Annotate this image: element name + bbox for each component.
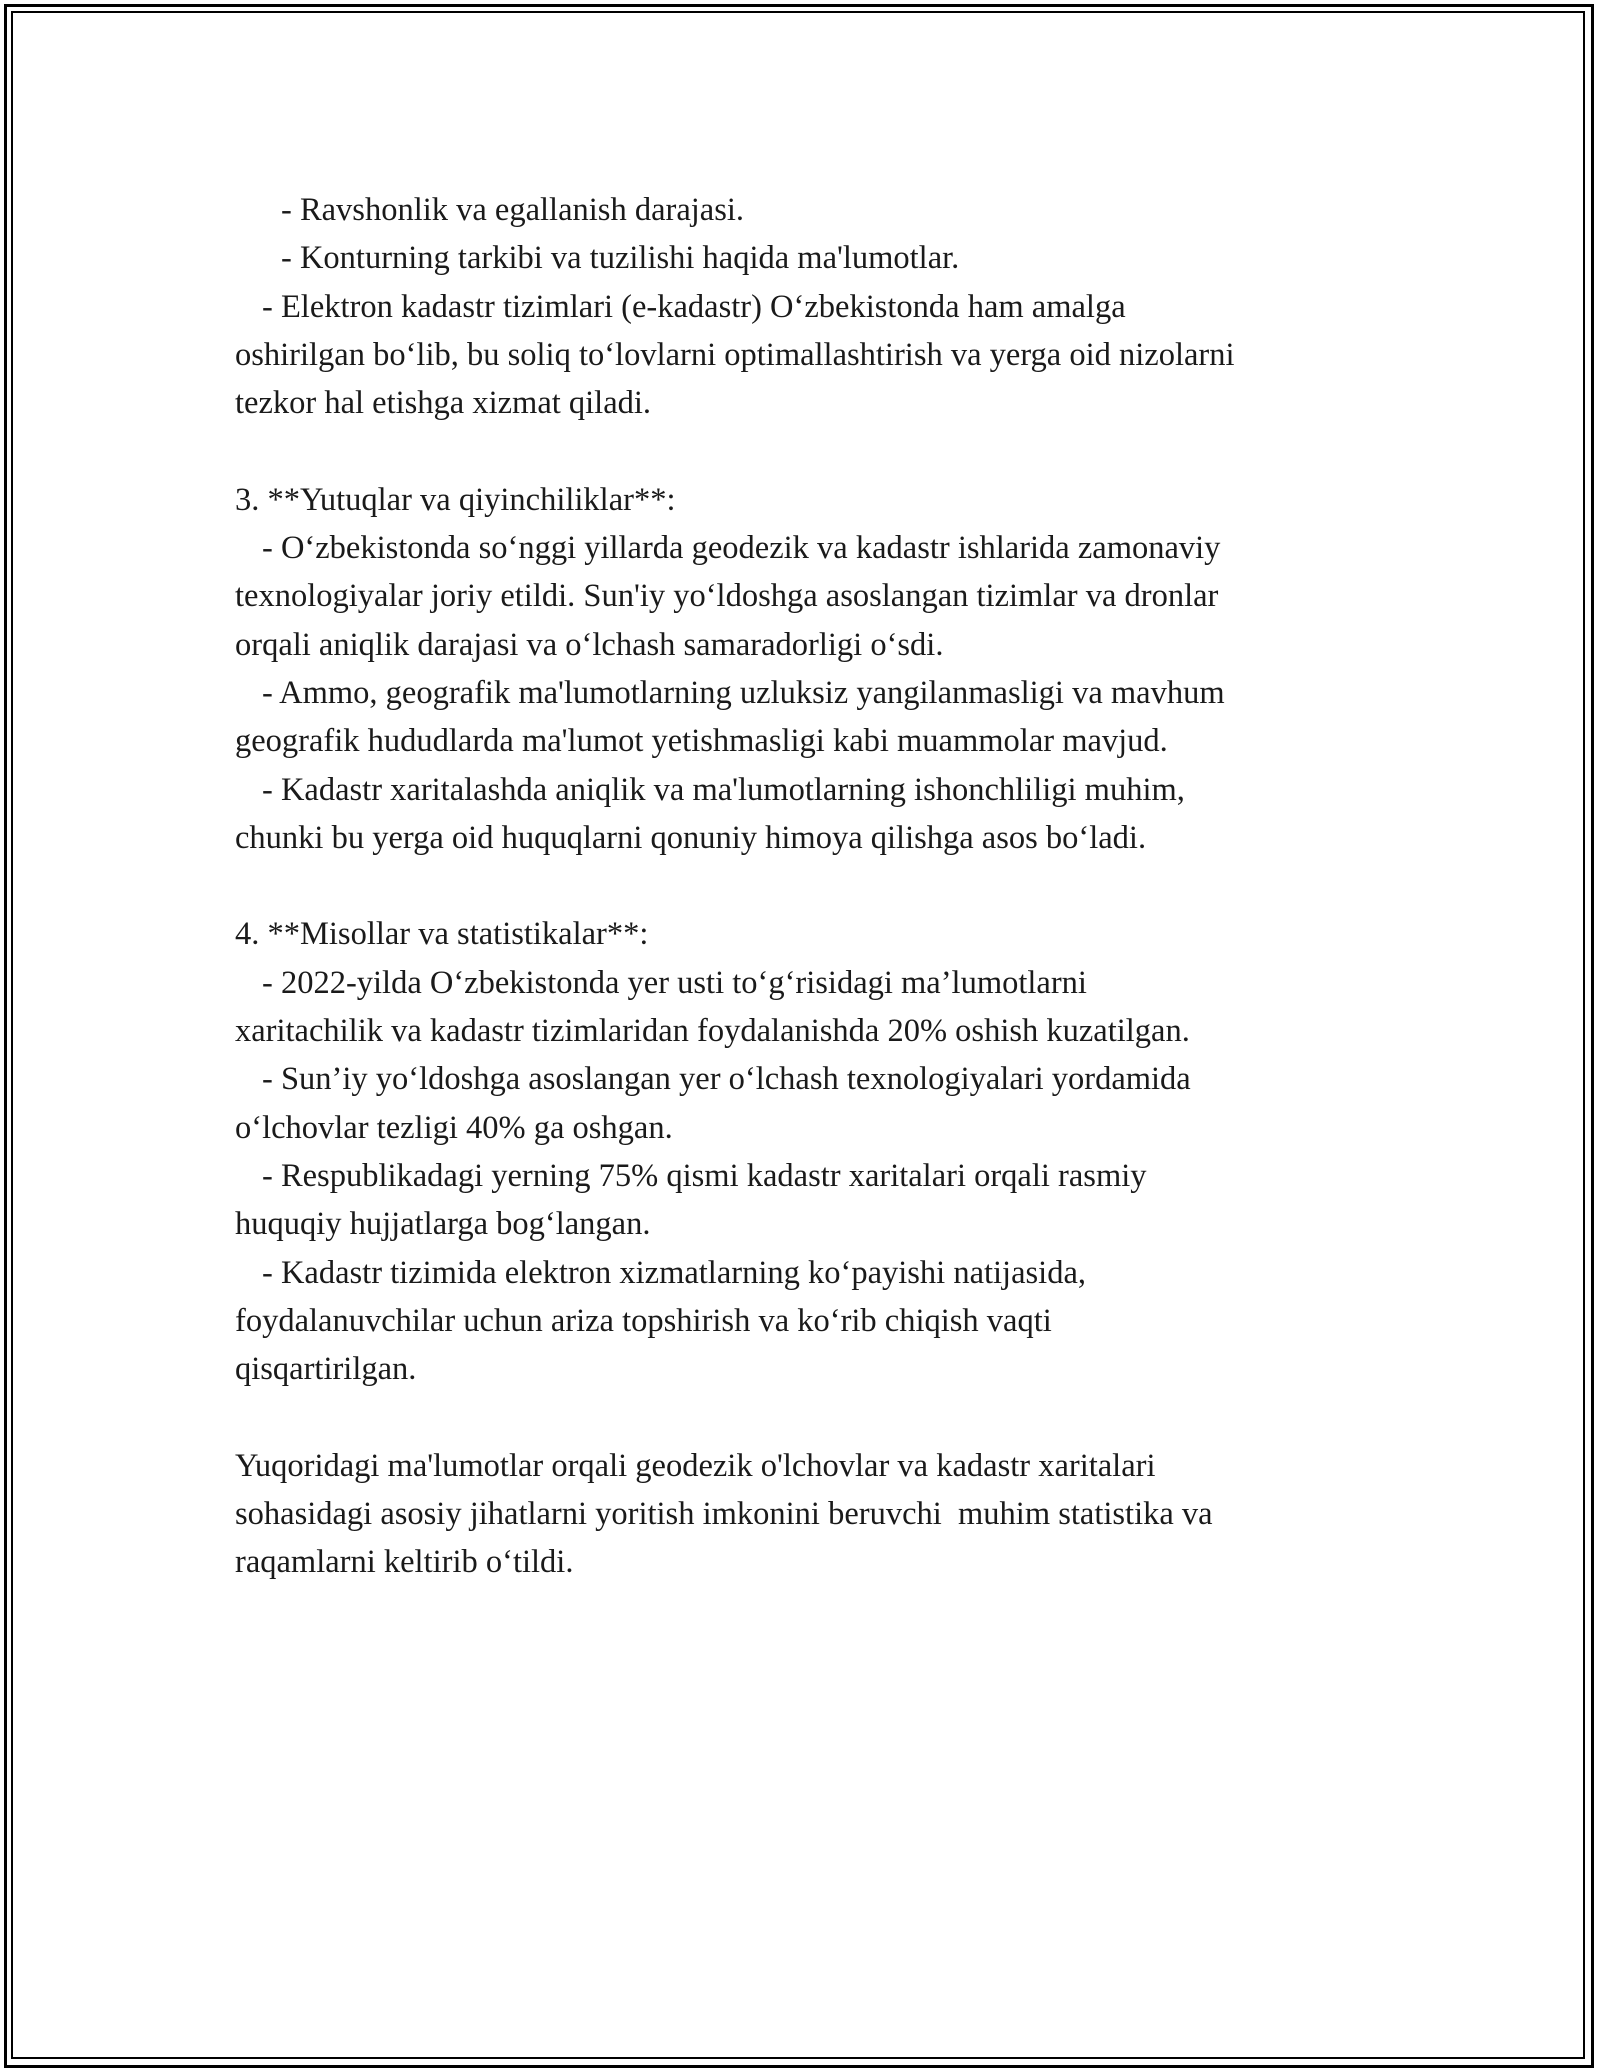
text-line: qisqartirilgan. xyxy=(235,1351,417,1388)
text-line: o‘lchovlar tezligi 40% ga oshgan. xyxy=(235,1109,673,1146)
text-line: - 2022-yilda O‘zbekistonda yer usti to‘g‘risidagi ma’lumotlarni xyxy=(262,964,1087,1001)
text-line: - Ammo, geografik ma'lumotlarning uzluksiz yangilanmasligi va mavhum xyxy=(262,674,1225,711)
text-line: - Respublikadagi yerning 75% qismi kadastr xaritalari orqali rasmiy xyxy=(262,1157,1147,1194)
text-line: xaritachilik va kadastr tizimlaridan foydalanishda 20% oshish kuzatilgan. xyxy=(235,1013,1190,1050)
text-line: 3. **Yutuqlar va qiyinchiliklar**: xyxy=(235,481,676,518)
blank-line xyxy=(235,427,1395,475)
text-line: Yuqoridagi ma'lumotlar orqali geodezik o'lchovlar va kadastr xaritalari xyxy=(235,1447,1156,1484)
blank-line xyxy=(235,1393,1395,1441)
text-line: orqali aniqlik darajasi va o‘lchash samaradorligi o‘sdi. xyxy=(235,626,944,663)
text-line: - Konturning tarkibi va tuzilishi haqida ma'lumotlar. xyxy=(281,240,960,277)
text-line: oshirilgan bo‘lib, bu soliq to‘lovlarni optimallashtirish va yerga oid nizolarni xyxy=(235,336,1235,373)
text-line: 4. **Misollar va statistikalar**: xyxy=(235,916,649,953)
text-line: tezkor hal etishga xizmat qiladi. xyxy=(235,385,652,422)
text-line: huquqiy hujjatlarga bog‘langan. xyxy=(235,1206,651,1243)
text-line: - Ravshonlik va egallanish darajasi. xyxy=(281,192,744,228)
text-line: raqamlarni keltirib o‘tildi. xyxy=(235,1544,574,1581)
text-line: - Kadastr tizimida elektron xizmatlarning ko‘payishi natijasida, xyxy=(262,1254,1086,1291)
document-body xyxy=(235,186,1395,1587)
text-line: sohasidagi asosiy jihatlarni yoritish imkonini beruvchi muhim statistika va xyxy=(235,1496,1213,1533)
text-line: foydalanuvchilar uchun ariza topshirish va ko‘rib chiqish vaqti xyxy=(235,1302,1052,1339)
blank-line xyxy=(235,862,1395,910)
text-line: - Kadastr xaritalashda aniqlik va ma'lumotlarning ishonchliligi muhim, xyxy=(262,771,1185,808)
text-line: - O‘zbekistonda so‘nggi yillarda geodezik va kadastr ishlarida zamonaviy xyxy=(262,530,1221,567)
text-line: - Sun’iy yo‘ldoshga asoslangan yer o‘lchash texnologiyalari yordamida xyxy=(262,1061,1191,1098)
text-line: geografik hududlarda ma'lumot yetishmasligi kabi muammolar mavjud. xyxy=(235,723,1168,760)
text-line: chunki bu yerga oid huquqlarni qonuniy himoya qilishga asos bo‘ladi. xyxy=(235,819,1147,856)
text-line: - Elektron kadastr tizimlari (e-kadastr) O‘zbekistonda ham amalga xyxy=(262,288,1126,325)
text-line: texnologiyalar joriy etildi. Sun'iy yo‘ldoshga asoslangan tizimlar va dronlar xyxy=(235,578,1219,615)
